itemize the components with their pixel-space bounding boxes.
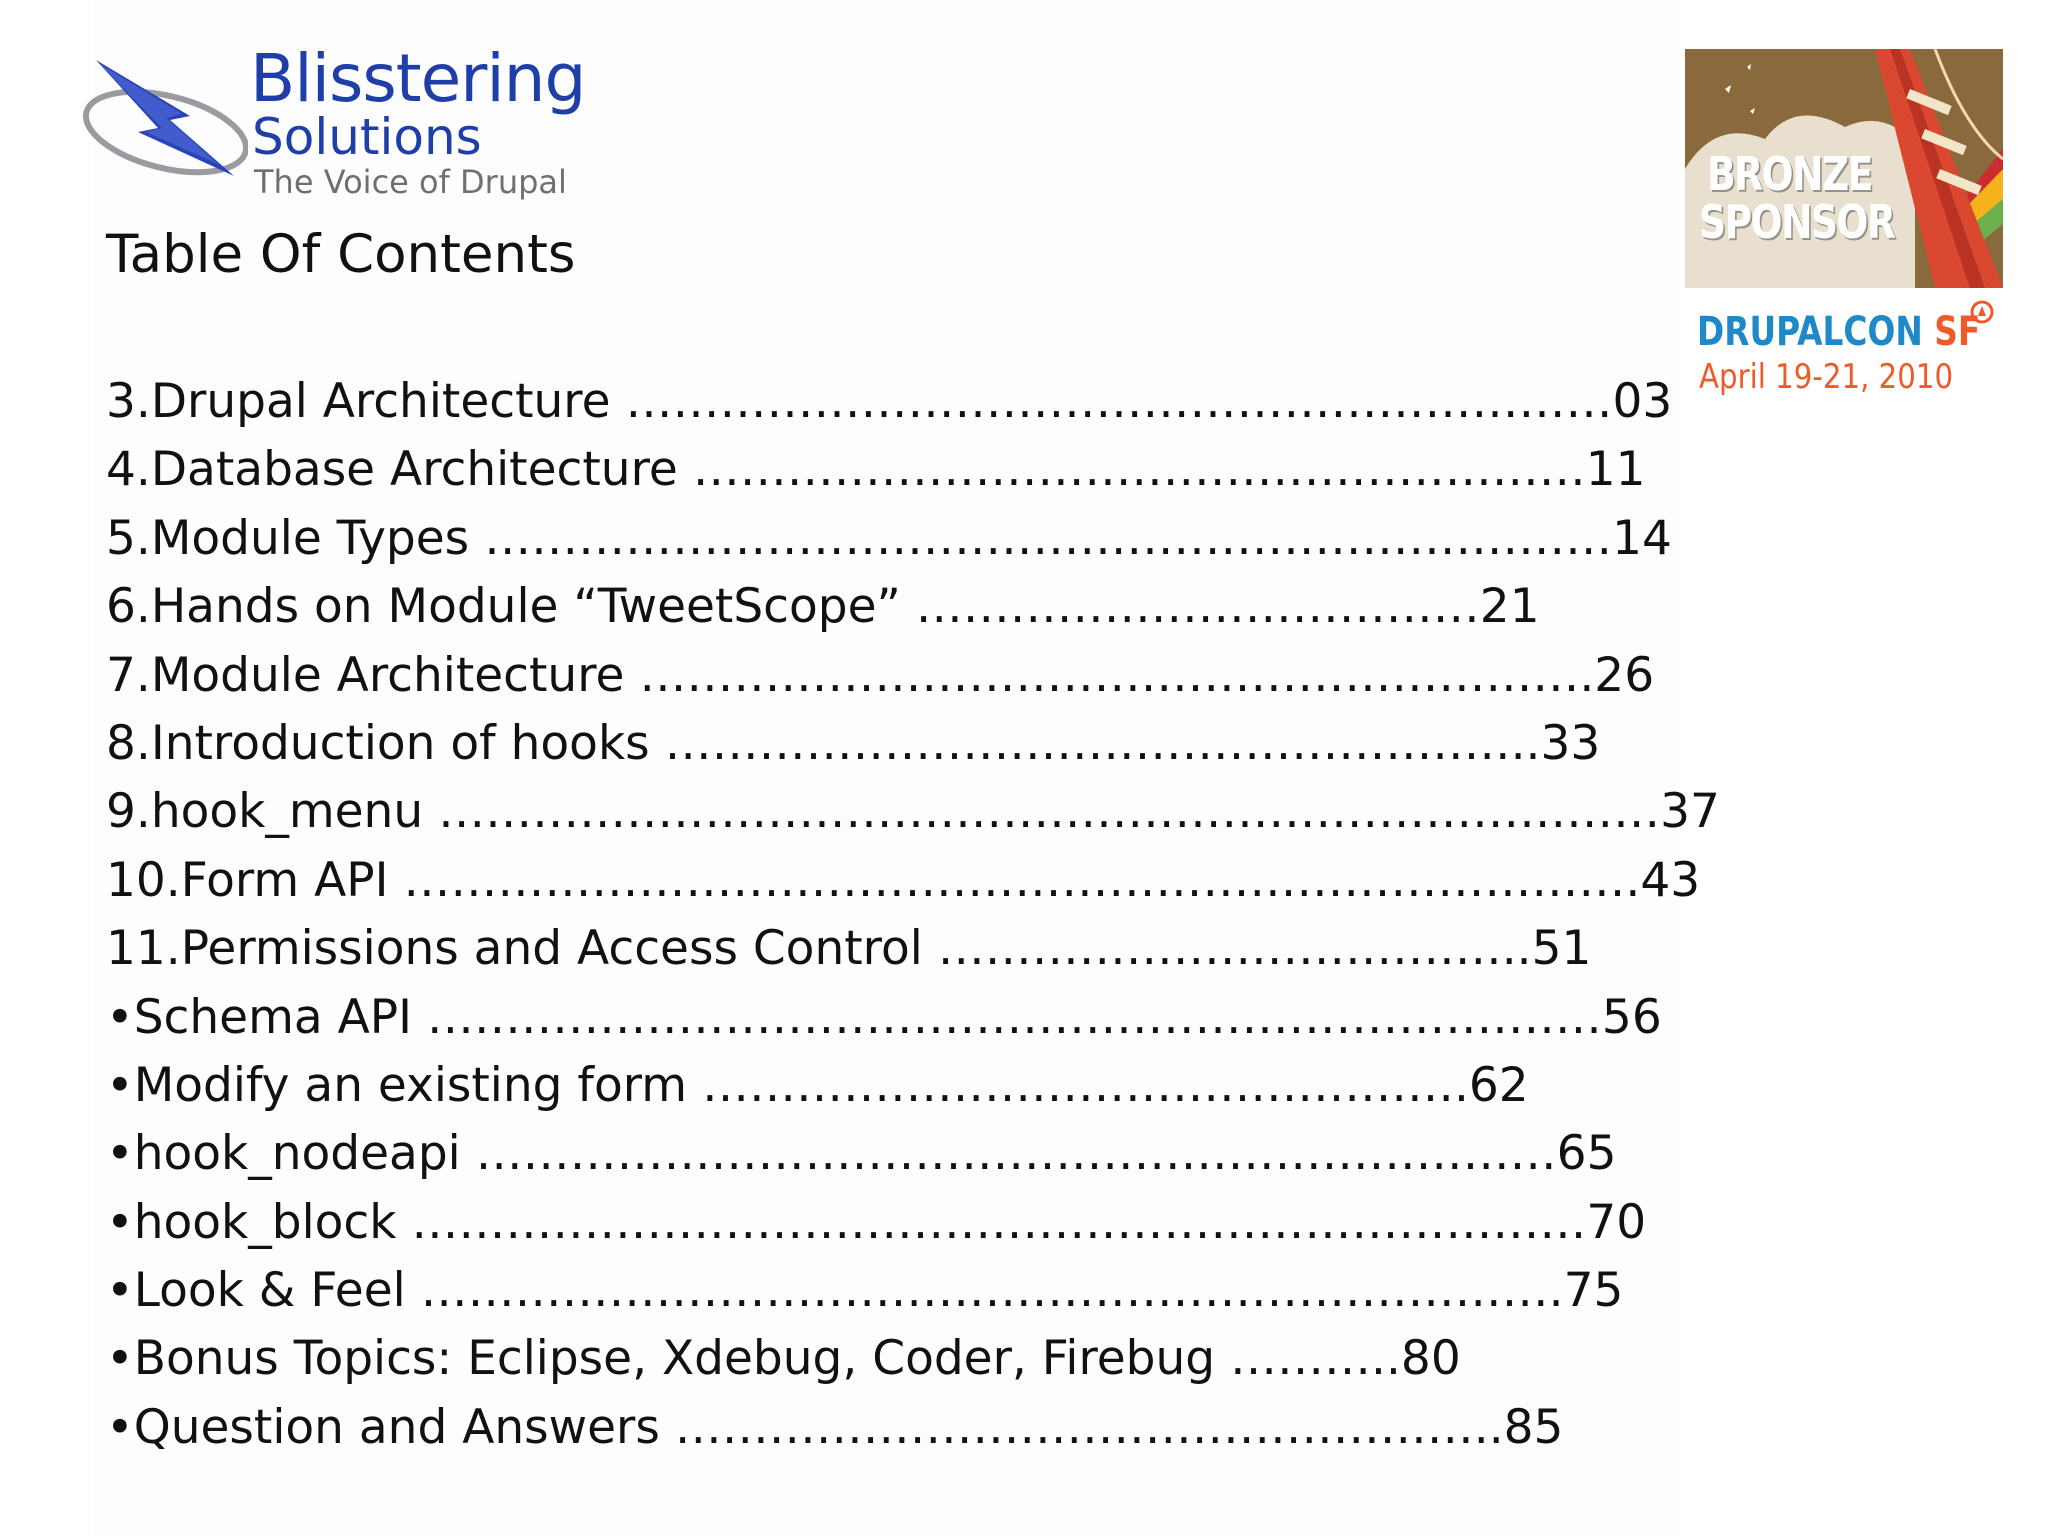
brand-name-line1: Blisstering [250, 40, 586, 117]
lightning-orbit-icon [78, 54, 248, 184]
toc-subitem: •Modify an existing form ………………………………………….62 [106, 1057, 1529, 1113]
toc-item: 5.Module Types ………………………………………………………………14 [106, 510, 1672, 566]
toc-subitem: •Schema API …………………………………………………………………56 [106, 989, 1662, 1045]
toc-subitem: •hook_nodeapi ……………………………………………………………65 [106, 1126, 1617, 1182]
toc-item: 11.Permissions and Access Control ………………………………..51 [106, 921, 1592, 977]
toc-subitem: •Bonus Topics: Eclipse, Xdebug, Coder, Firebug ………..80 [106, 1331, 1461, 1387]
conference-name-part2: SF [1934, 309, 1981, 355]
badge-label-line1: BRONZE [1707, 147, 1872, 201]
company-logo [78, 40, 598, 208]
drupalcon-mark-icon [1970, 300, 1994, 324]
conference-dates: April 19-21, 2010 [1699, 357, 1954, 397]
table-of-contents [106, 368, 1720, 1462]
page-title: Table Of Contents [106, 224, 576, 285]
toc-subitem: •Question and Answers ……………………………………………..85 [106, 1399, 1564, 1455]
toc-item: 3.Drupal Architecture ………………………………………………………03 [106, 374, 1673, 429]
toc-item: 7.Module Architecture …………………………………………………….26 [106, 647, 1655, 703]
toc-item: 8.Introduction of hooks ………………………………………………..33 [106, 715, 1601, 771]
toc-subitem: •Look & Feel ……………………………………………………………….75 [106, 1263, 1624, 1319]
bronze-sponsor-badge [1685, 49, 2003, 288]
conference-name-part1: DRUPALCON [1697, 309, 1923, 355]
conference-name [1697, 309, 1981, 355]
toc-item: 10.Form API …………………………………………………………………….43 [106, 852, 1701, 908]
toc-subitem: •hook_block …………………………………………………………………70 [106, 1194, 1647, 1250]
brand-name-line2: Solutions [252, 108, 482, 166]
badge-label-line2: SPONSOR [1699, 195, 1895, 249]
brand-tagline: The Voice of Drupal [254, 163, 567, 201]
toc-item: 9.hook_menu ……………………………………………………………………37 [106, 784, 1720, 840]
toc-item: 4.Database Architecture …………………………………………………11 [106, 442, 1646, 498]
toc-item: 6.Hands on Module “TweetScope” ………………………………21 [106, 579, 1540, 635]
